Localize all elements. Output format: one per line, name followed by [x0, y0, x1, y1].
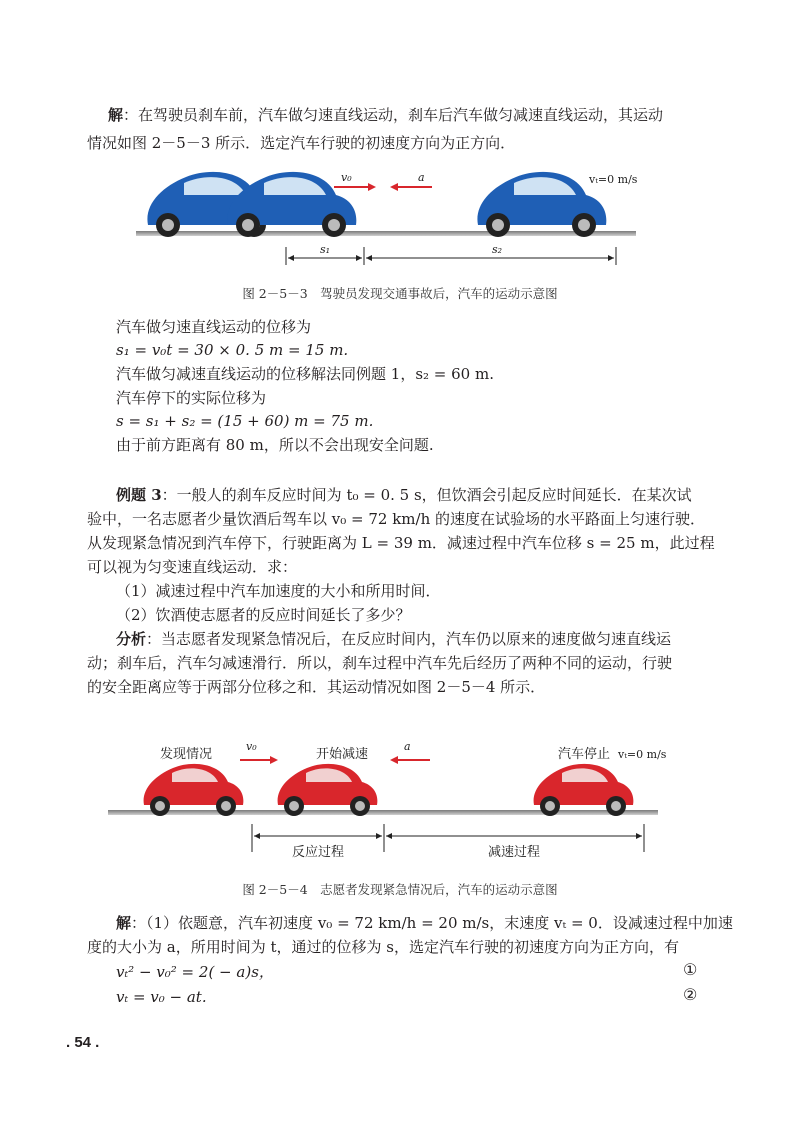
- a-arrowhead: [390, 183, 398, 191]
- blue-car-2: [227, 172, 356, 237]
- analysis-label: 分析: [116, 630, 147, 648]
- analysis-line3: 的安全距离应等于两部分位移之和．其运动情况如图 2－5－4 所示．: [87, 678, 546, 696]
- s1-label: s₁: [320, 243, 331, 256]
- car-stop-label: 汽车停止: [558, 747, 611, 762]
- figure-2-5-3: [136, 165, 636, 275]
- blue-car-3: [477, 172, 606, 237]
- road: [136, 231, 636, 236]
- example3-line4: 可以视为匀变速直线运动．求：: [87, 558, 298, 576]
- example3-question2: （2）饮酒使志愿者的反应时间延长了多少？: [116, 606, 411, 624]
- figure-2-5-4: [108, 728, 667, 868]
- reaction-process-label: 反应过程: [292, 845, 345, 860]
- a-label: a: [404, 740, 411, 753]
- red-car-1: [144, 764, 244, 816]
- analysis-line1: [116, 628, 671, 650]
- calc-line6: 由于前方距离有 80 m，所以不会出现安全问题.: [116, 436, 434, 454]
- v0-arrowhead: [368, 183, 376, 191]
- solution2-label: 解: [116, 914, 132, 932]
- equation-2-number: ②: [683, 985, 698, 1004]
- red-car-2: [278, 764, 378, 816]
- found-situation-label: 发现情况: [160, 747, 213, 762]
- calc-line4: 汽车停下的实际位移为: [116, 389, 267, 407]
- example3-label: 例题 3: [116, 486, 162, 504]
- figure2-caption: 图 2－5－4 志愿者发现紧急情况后，汽车的运动示意图: [242, 882, 558, 897]
- calc-line5: s = s₁ + s₂ = (15 + 60) m = 75 m.: [116, 412, 374, 430]
- example3-line1: [116, 484, 692, 506]
- example3-question1: （1）减速过程中汽车加速度的大小和所用时间．: [116, 582, 441, 600]
- solution2-line1: [116, 912, 733, 934]
- equation-1: vₜ² − v₀² = 2( − a)s，: [116, 963, 274, 981]
- solution-paragraph-line1: [108, 104, 663, 126]
- equation-2: vₜ = v₀ − at.: [116, 988, 207, 1006]
- vt-label: vₜ=0 m/s: [589, 173, 638, 186]
- v0-label: v₀: [341, 171, 352, 184]
- calc-line2: s₁ = v₀t = 30 × 0. 5 m = 15 m.: [116, 341, 349, 359]
- analysis-text-1: ：当志愿者发现紧急情况后，在反应时间内，汽车仍以原来的速度做匀速直线运: [146, 630, 672, 648]
- calc-line1: 汽车做匀速直线运动的位移为: [116, 318, 312, 336]
- decel-process-label: 减速过程: [488, 845, 541, 860]
- vt-label: vₜ=0 m/s: [618, 748, 667, 761]
- a-label: a: [418, 171, 425, 184]
- page-number: . 54 .: [66, 1034, 100, 1051]
- calc-line3: 汽车做匀减速直线运动的位移解法同例题 1，s₂ = 60 m.: [116, 365, 494, 383]
- example3-line2: 验中，一名志愿者少量饮酒后驾车以 v₀ = 72 km/h 的速度在试验场的水平路面上匀速行驶．: [87, 510, 706, 528]
- s2-label: s₂: [492, 243, 503, 256]
- solution-label: 解: [108, 106, 124, 124]
- red-car-3: [534, 764, 634, 816]
- analysis-line2: 动；刹车后，汽车匀减速滑行．所以，刹车过程中汽车先后经历了两种不同的运动，行驶: [87, 654, 673, 672]
- solution2-text-1: ：（1）依题意，汽车初速度 v₀ = 72 km/h = 20 m/s，末速度 vₜ = 0．设减速过程中加速: [131, 914, 733, 932]
- v0-label: v₀: [246, 740, 257, 753]
- solution-text-1: ：在驾驶员刹车前，汽车做匀速直线运动，刹车后汽车做匀减速直线运动，其运动: [123, 106, 664, 124]
- equation-1-number: ①: [683, 960, 698, 979]
- solution-paragraph-line2: 情况如图 2－5－3 所示．选定汽车行驶的初速度方向为正方向．: [87, 134, 516, 152]
- example3-line3: 从发现紧急情况到汽车停下，行驶距离为 L = 39 m．减速过程中汽车位移 s = 25 m，此过程: [87, 534, 715, 552]
- solution2-line2: 度的大小为 a，所用时间为 t，通过的位移为 s，选定汽车行驶的初速度方向为正方向，有: [87, 938, 679, 956]
- figure1-caption: 图 2－5－3 驾驶员发现交通事故后，汽车的运动示意图: [242, 286, 558, 301]
- road: [108, 810, 658, 815]
- start-decel-label: 开始减速: [316, 747, 369, 762]
- example3-text-1: ：一般人的刹车反应时间为 t₀ = 0. 5 s，但饮酒会引起反应时间延长．在某次试: [161, 486, 692, 504]
